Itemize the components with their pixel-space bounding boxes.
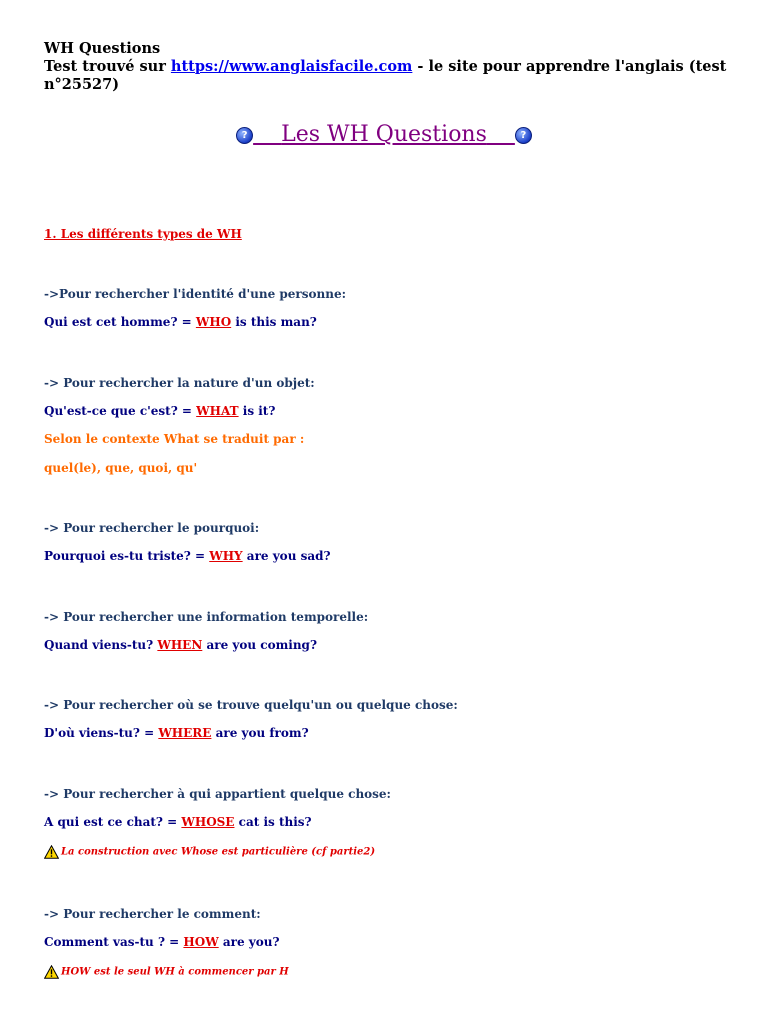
source-suffix: - le site pour apprendre l'anglais (test n°25527) [44,58,727,93]
item-intro: -> Pour rechercher le comment: [44,907,261,921]
item-intro: -> Pour rechercher une information temporelle: [44,610,369,624]
how-note: HOW est le seul WH à commencer par H [44,965,289,979]
item-example: Qui est cet homme? = WHO is this man? [44,315,317,329]
wh-keyword: WHAT [196,404,239,418]
wh-keyword: WHO [195,315,232,329]
warning-icon [44,965,59,979]
document-header [44,40,734,94]
page-title-text: Les WH Questions [281,122,487,147]
wh-keyword: HOW [183,935,219,949]
item-example: D'où viens-tu? = WHERE are you from? [44,726,309,740]
document-heading: WH Questions [44,40,161,57]
whose-note: La construction avec Whose est particulière (cf partie2) [44,845,375,859]
item-intro: -> Pour rechercher à qui appartient quelque chose: [44,787,391,801]
section-heading: 1. Les différents types de WH [44,227,242,241]
source-link[interactable]: https://www.anglaisfacile.com [170,58,413,75]
what-note-line2: quel(le), que, quoi, qu' [44,461,198,475]
item-example: Pourquoi es-tu triste? = WHY are you sad? [44,549,331,563]
warning-icon [44,845,59,859]
item-intro: -> Pour rechercher la nature d'un objet: [44,376,315,390]
item-example: Qu'est-ce que c'est? = WHAT is it? [44,404,276,418]
wh-keyword: WHERE [158,726,212,740]
item-intro: ->Pour rechercher l'identité d'une personne: [44,287,347,301]
wh-keyword: WHEN [157,638,203,652]
what-note-line1: Selon le contexte What se traduit par : [44,432,305,446]
question-ball-icon: ? [515,127,532,144]
wh-keyword: WHY [209,549,243,563]
page-title [0,122,768,147]
item-intro: -> Pour rechercher le pourquoi: [44,521,260,535]
item-intro: -> Pour rechercher où se trouve quelqu'un ou quelque chose: [44,698,458,712]
item-example: Quand viens-tu? WHEN are you coming? [44,638,317,652]
source-prefix: Test trouvé sur [44,58,171,75]
item-example: Comment vas-tu ? = HOW are you? [44,935,280,949]
wh-keyword: WHOSE [181,815,235,829]
question-ball-icon: ? [236,127,253,144]
item-example: A qui est ce chat? = WHOSE cat is this? [44,815,312,829]
source-line [44,58,734,94]
